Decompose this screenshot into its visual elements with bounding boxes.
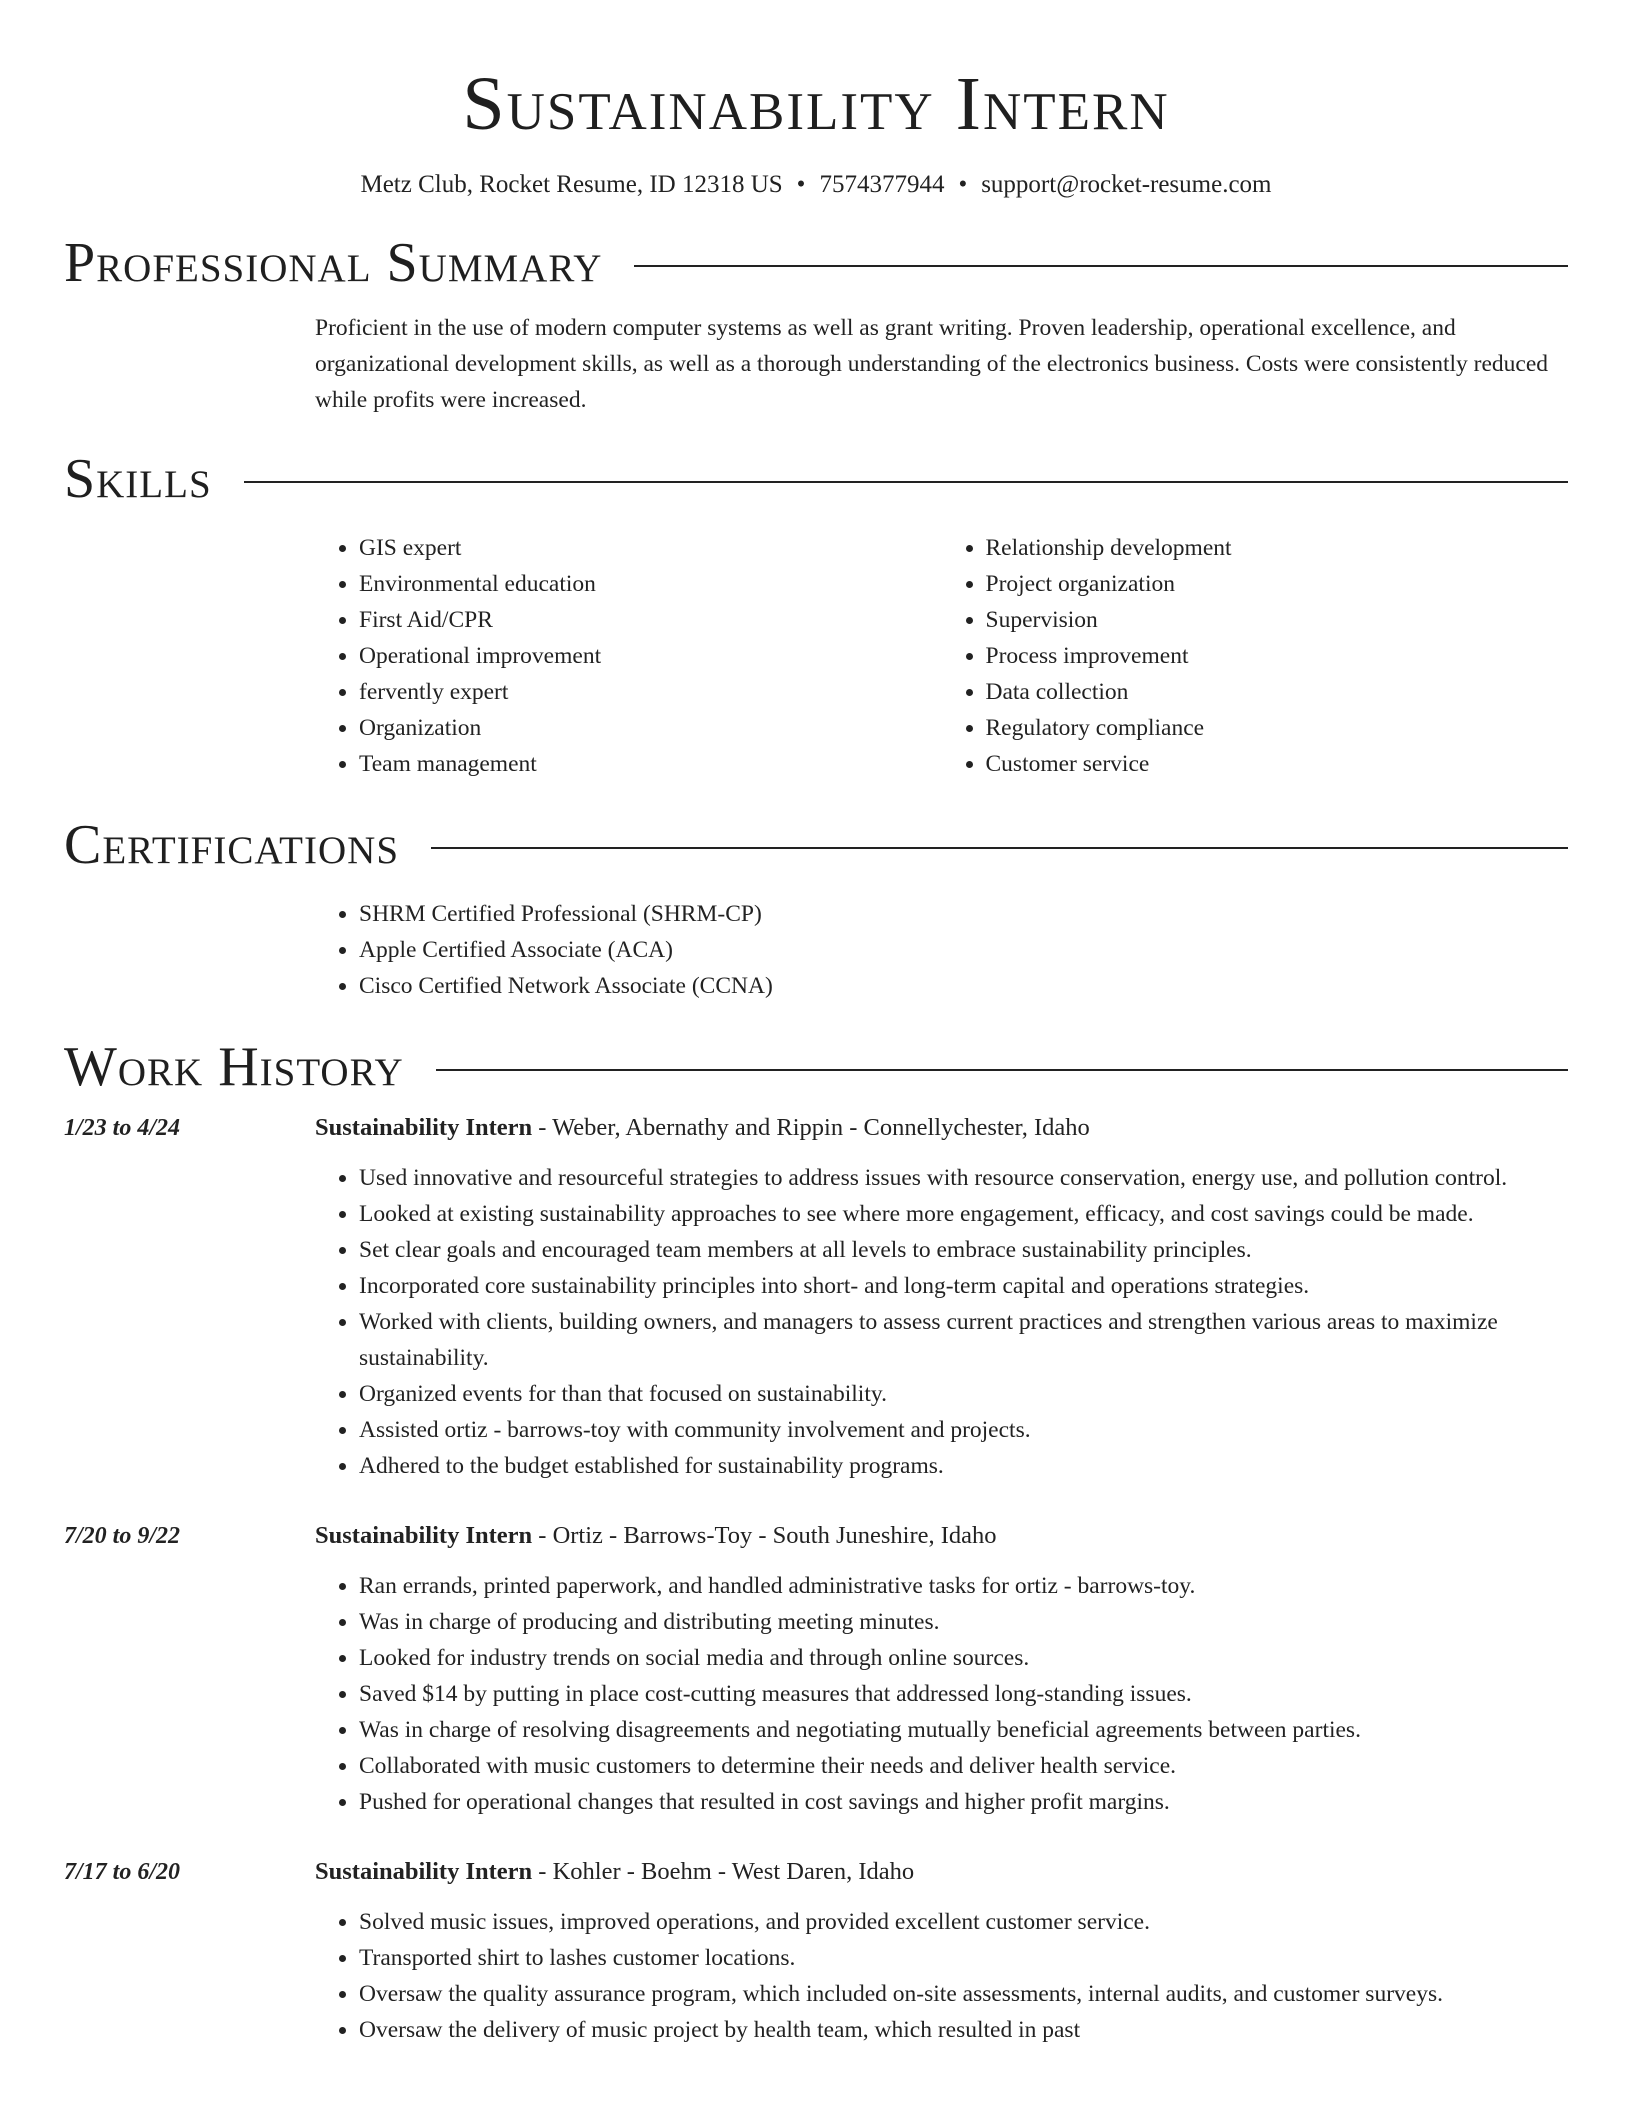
job-body [315, 1518, 1568, 1820]
skills-columns [315, 530, 1568, 782]
job-body [315, 1854, 1568, 2048]
skill-item: • Project organization [986, 566, 1569, 602]
job-heading [315, 1854, 1568, 1890]
section-header-certifications [64, 812, 1568, 878]
skills-list-left [315, 530, 942, 782]
resume-page [64, 0, 1568, 2048]
skill-item: • Relationship development [986, 530, 1569, 566]
job-bullet: • Was in charge of producing and distributing meeting minutes. [359, 1604, 1568, 1640]
job-heading [315, 1110, 1568, 1146]
job-bullet: • Solved music issues, improved operations, and provided excellent customer service. [359, 1904, 1568, 1940]
job-bullet: • Transported shirt to lashes customer locations. [359, 1940, 1568, 1976]
section-divider [431, 847, 1568, 849]
contact-phone: 7574377944 [819, 171, 945, 198]
section-divider [436, 1069, 1568, 1071]
job-employer: - Ortiz - Barrows-Toy - South Juneshire, Idaho [532, 1522, 997, 1549]
job-entry [64, 1518, 1568, 1820]
job-bullet: • Organized events for than that focused on sustainability. [359, 1376, 1568, 1412]
job-bullet: • Assisted ortiz - barrows-toy with community involvement and projects. [359, 1412, 1568, 1448]
certification-item: • Apple Certified Associate (ACA) [359, 932, 1568, 968]
skill-item: • Operational improvement [359, 638, 942, 674]
skill-item: • Team management [359, 746, 942, 782]
job-bullet: • Pushed for operational changes that resulted in cost savings and higher profit margins. [359, 1784, 1568, 1820]
job-bullet: • Ran errands, printed paperwork, and handled administrative tasks for ortiz - barrows-toy. [359, 1568, 1568, 1604]
skill-item: • fervently expert [359, 674, 942, 710]
job-bullet: • Looked for industry trends on social media and through online sources. [359, 1640, 1568, 1676]
separator-dot: • [796, 171, 806, 198]
skill-item: • Environmental education [359, 566, 942, 602]
skill-item: • Data collection [986, 674, 1569, 710]
certifications-block [315, 896, 1568, 1004]
job-bullet: • Adhered to the budget established for sustainability programs. [359, 1448, 1568, 1484]
job-bullet: • Was in charge of resolving disagreements and negotiating mutually beneficial agreements between parties. [359, 1712, 1568, 1748]
job-role: Sustainability Intern [315, 1114, 533, 1141]
job-dates: 7/17 to 6/20 [64, 1859, 181, 1885]
skill-item: • Regulatory compliance [986, 710, 1569, 746]
skill-item: • First Aid/CPR [359, 602, 942, 638]
job-employer: - Weber, Abernathy and Rippin - Connellychester, Idaho [532, 1114, 1090, 1141]
skill-item: • GIS expert [359, 530, 942, 566]
certification-item: • Cisco Certified Network Associate (CCNA) [359, 968, 1568, 1004]
certifications-list [315, 896, 1568, 1004]
job-bullet: • Incorporated core sustainability principles into short- and long-term capital and operations strategies. [359, 1268, 1568, 1304]
skill-item: • Customer service [986, 746, 1569, 782]
skill-item: • Process improvement [986, 638, 1569, 674]
section-title-skills: Skills [64, 448, 212, 510]
skills-list-right [942, 530, 1569, 782]
job-bullets [315, 1160, 1568, 1484]
section-divider [244, 481, 1568, 483]
contact-line [64, 170, 1568, 200]
section-title-summary: Professional Summary [64, 232, 603, 294]
section-header-skills [64, 446, 1568, 512]
certification-item: • SHRM Certified Professional (SHRM-CP) [359, 896, 1568, 932]
job-bullet: • Collaborated with music customers to determine their needs and deliver health service. [359, 1748, 1568, 1784]
job-bullet: • Worked with clients, building owners, and managers to assess current practices and strengthen various areas to maximize sustainability. [359, 1304, 1568, 1376]
contact-email: support@rocket-resume.com [981, 171, 1272, 198]
separator-dot: • [958, 171, 968, 198]
job-body [315, 1110, 1568, 1484]
job-bullet: • Set clear goals and encouraged team members at all levels to embrace sustainability principles. [359, 1232, 1568, 1268]
section-title-certifications: Certifications [64, 814, 400, 876]
resume-name: Sustainability Intern [462, 62, 1170, 146]
section-header-summary [64, 230, 1568, 296]
section-title-work: Work History [64, 1036, 404, 1098]
job-role: Sustainability Intern [315, 1858, 533, 1885]
job-entry [64, 1854, 1568, 2048]
skill-item: • Organization [359, 710, 942, 746]
job-entry [64, 1110, 1568, 1484]
job-bullets [315, 1904, 1568, 2048]
job-dates: 1/23 to 4/24 [64, 1115, 181, 1141]
contact-address: Metz Club, Rocket Resume, ID 12318 US [360, 171, 783, 198]
job-heading [315, 1518, 1568, 1554]
job-bullet: • Looked at existing sustainability approaches to see where more engagement, efficacy, and cost savings could be made. [359, 1196, 1568, 1232]
skill-item: • Supervision [986, 602, 1569, 638]
section-header-work [64, 1034, 1568, 1100]
job-role: Sustainability Intern [315, 1522, 533, 1549]
job-bullet: • Saved $14 by putting in place cost-cutting measures that addressed long-standing issues. [359, 1676, 1568, 1712]
job-bullet: • Oversaw the delivery of music project by health team, which resulted in past [359, 2012, 1568, 2048]
section-divider [634, 265, 1568, 267]
job-employer: - Kohler - Boehm - West Daren, Idaho [532, 1858, 915, 1885]
job-bullet: • Used innovative and resourceful strategies to address issues with resource conservation, energy use, and pollution control. [359, 1160, 1568, 1196]
job-dates: 7/20 to 9/22 [64, 1523, 181, 1549]
job-bullet: • Oversaw the quality assurance program, which included on-site assessments, internal audits, and customer surveys. [359, 1976, 1568, 2012]
job-bullets [315, 1568, 1568, 1820]
summary-text: Proficient in the use of modern computer systems as well as grant writing. Proven leadership, operational excellence, and organizational development skills, as well as a thorough understanding of the electronics business. Costs were consistently reduced while profits were increased. [315, 315, 1549, 413]
